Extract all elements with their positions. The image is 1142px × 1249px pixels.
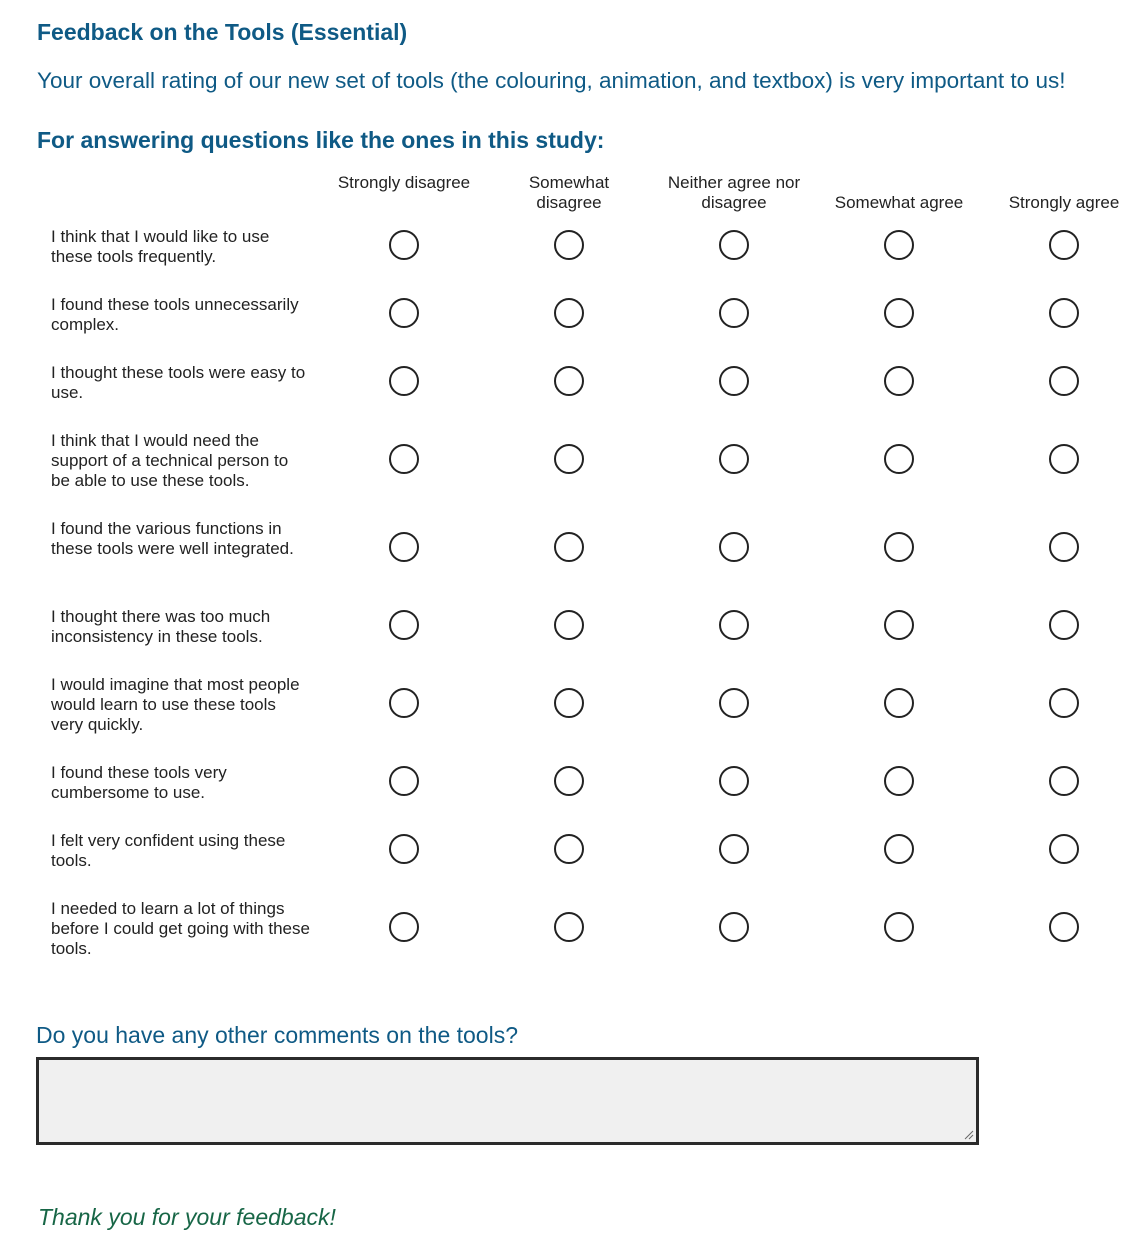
radio-strongly-disagree[interactable] [389,444,419,474]
statement-label: I thought there was too much inconsistency in these tools. [51,607,271,646]
radio-somewhat-disagree[interactable] [554,366,584,396]
radio-neither[interactable] [719,298,749,328]
radio-somewhat-disagree[interactable] [554,298,584,328]
radio-neither[interactable] [719,834,749,864]
radio-somewhat-agree[interactable] [884,230,914,260]
column-header-strongly-agree: Strongly agree [1008,193,1120,212]
column-header-neither: Neither agree nor disagree [667,173,801,212]
radio-strongly-disagree[interactable] [389,366,419,396]
radio-strongly-agree[interactable] [1049,688,1079,718]
radio-strongly-disagree[interactable] [389,230,419,260]
radio-somewhat-agree[interactable] [884,366,914,396]
radio-neither[interactable] [719,766,749,796]
statement-label: I felt very confident using these tools. [51,831,286,870]
radio-somewhat-agree[interactable] [884,834,914,864]
radio-strongly-agree[interactable] [1049,532,1079,562]
radio-strongly-agree[interactable] [1049,766,1079,796]
statement-label: I found these tools very cumbersome to use. [51,763,227,802]
radio-neither[interactable] [719,366,749,396]
radio-strongly-disagree[interactable] [389,766,419,796]
radio-somewhat-agree[interactable] [884,688,914,718]
comments-label: Do you have any other comments on the tools? [36,1022,519,1048]
radio-strongly-agree[interactable] [1049,444,1079,474]
statement-label: I thought these tools were easy to use. [51,363,306,402]
radio-strongly-disagree[interactable] [389,834,419,864]
radio-somewhat-agree[interactable] [884,766,914,796]
section-title: Feedback on the Tools (Essential) [37,19,408,45]
statement-label: I think that I would need the support of a technical person to be able to use these tools. [51,431,289,490]
comments-textarea[interactable] [36,1057,979,1145]
column-header-somewhat-disagree: Somewhat disagree [528,173,610,212]
radio-somewhat-disagree[interactable] [554,532,584,562]
radio-strongly-disagree[interactable] [389,532,419,562]
radio-somewhat-disagree[interactable] [554,444,584,474]
radio-strongly-agree[interactable] [1049,610,1079,640]
radio-neither[interactable] [719,610,749,640]
statement-label: I needed to learn a lot of things before I could get going with these tools. [51,899,310,958]
radio-somewhat-disagree[interactable] [554,912,584,942]
radio-somewhat-agree[interactable] [884,532,914,562]
radio-somewhat-disagree[interactable] [554,834,584,864]
matrix-title: For answering questions like the ones in this study: [37,127,605,153]
radio-somewhat-disagree[interactable] [554,766,584,796]
radio-neither[interactable] [719,230,749,260]
statement-label: I found these tools unnecessarily complex. [51,295,299,334]
column-header-somewhat-agree: Somewhat agree [834,193,964,212]
radio-strongly-disagree[interactable] [389,688,419,718]
radio-somewhat-disagree[interactable] [554,610,584,640]
radio-neither[interactable] [719,912,749,942]
radio-strongly-disagree[interactable] [389,298,419,328]
radio-neither[interactable] [719,444,749,474]
radio-strongly-agree[interactable] [1049,366,1079,396]
radio-strongly-agree[interactable] [1049,230,1079,260]
thank-you-text: Thank you for your feedback! [38,1204,336,1230]
radio-strongly-disagree[interactable] [389,610,419,640]
radio-somewhat-disagree[interactable] [554,688,584,718]
radio-somewhat-agree[interactable] [884,298,914,328]
intro-text: Your overall rating of our new set of tools (the colouring, animation, and textbox) is very important to us! [37,68,1066,93]
radio-strongly-disagree[interactable] [389,912,419,942]
radio-neither[interactable] [719,688,749,718]
radio-strongly-agree[interactable] [1049,834,1079,864]
radio-somewhat-agree[interactable] [884,610,914,640]
radio-strongly-agree[interactable] [1049,912,1079,942]
column-header-strongly-disagree: Strongly disagree [337,173,471,192]
radio-somewhat-agree[interactable] [884,912,914,942]
statement-label: I found the various functions in these tools were well integrated. [51,519,294,558]
radio-neither[interactable] [719,532,749,562]
radio-somewhat-disagree[interactable] [554,230,584,260]
resize-grip-icon[interactable] [964,1130,974,1140]
radio-strongly-agree[interactable] [1049,298,1079,328]
radio-somewhat-agree[interactable] [884,444,914,474]
statement-label: I would imagine that most people would learn to use these tools very quickly. [51,675,300,734]
statement-label: I think that I would like to use these tools frequently. [51,227,270,266]
